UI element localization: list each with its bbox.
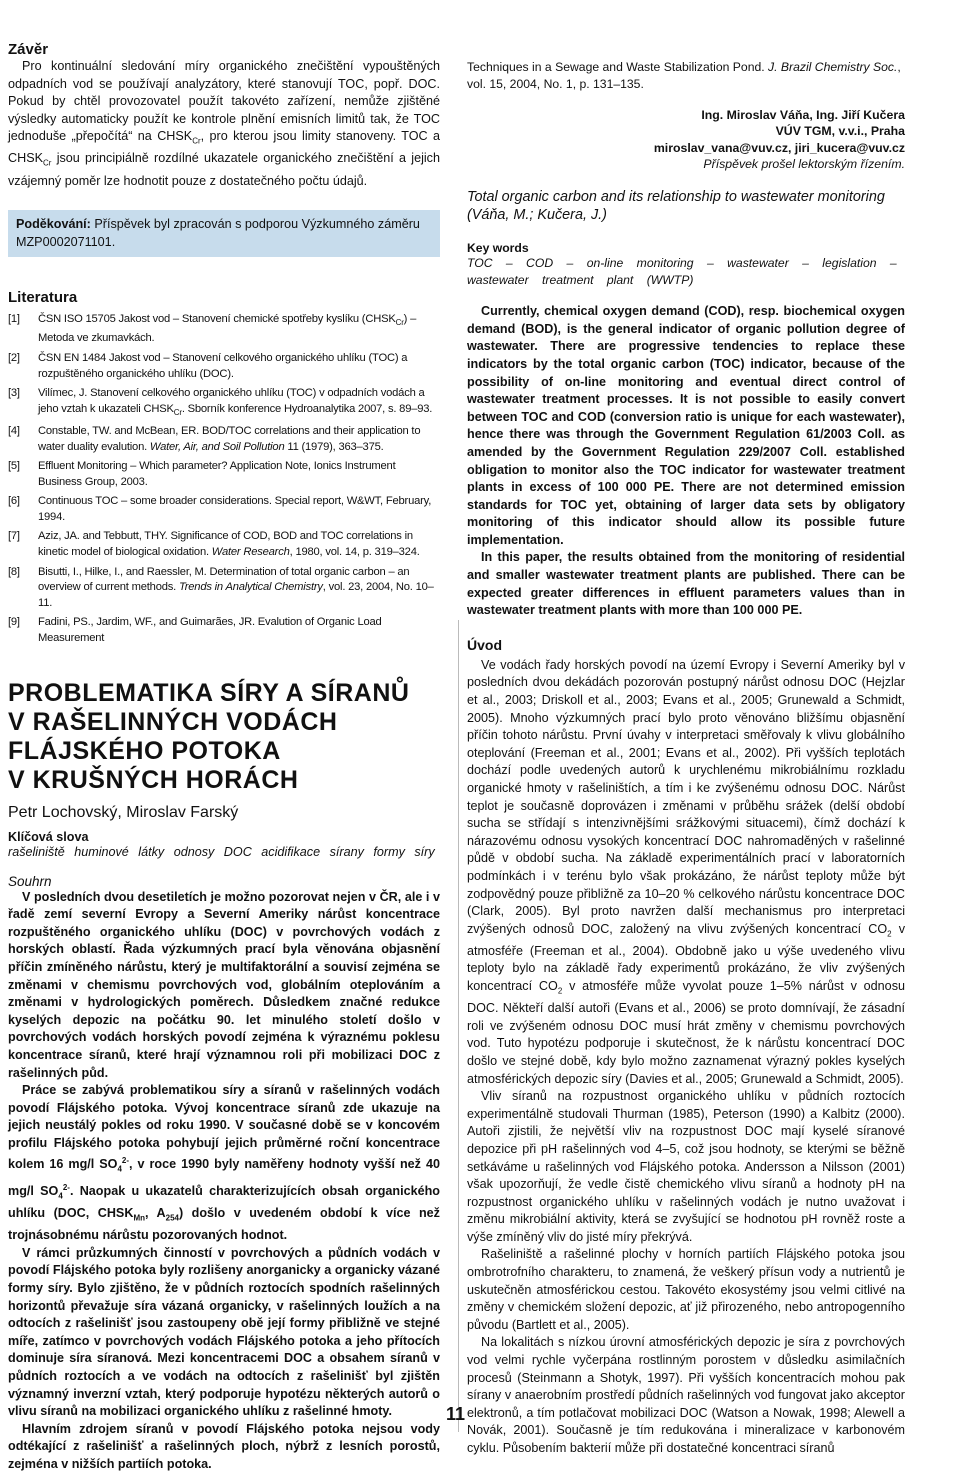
keywords-heading: Klíčová slova [8, 829, 89, 844]
uvod-heading: Úvod [467, 636, 502, 653]
article-title-line: PROBLEMATIKA SÍRY A SÍRANŮ [8, 678, 410, 707]
reference-list [8, 312, 440, 647]
souhrn-paragraph-2: Práce se zabývá problematikou síry a síranů v rašelinných vodách povodí Flájského potoka. Vývoj koncentrace síranů zde ukazuje na jejich neustálý pokles od roku 1990. V současné době se v koncovém profilu Flájského potoka pohybují jejich průměrné roční koncentrace kolem 16 mg/l $SO_4^{2-}$, v roce 1990 byly naměřeny hodnoty vyšší než 40 mg/l $SO_4^{2-}$. Naopak u ukazatelů charakterizujících obsah organického uhlíku (DOC, $CHSK_{Mn}$, $A_{254}$) došlo v uvedeném období k více než trojnásobnému nárůstu pozorovaných hodnot. [8, 1083, 440, 1243]
author-address [467, 107, 905, 173]
souhrn-paragraph-4: Hlavním zdrojem síranů v povodí Flájského potoka nejsou vody odtékající z rašelinišť a rašelinných ploch, nýbrž z lesních porostů, zejména v nižších partiích potoka. [8, 1421, 440, 1471]
column-divider [458, 620, 459, 1432]
reference-item: [4] Constable, TW. and McBean, ER. BOD/TOC correlations and their application to water duality evalution. Water, Air, and Soil Pollution 11 (1979), 363–375. [8, 425, 421, 453]
uvod-paragraph-3: Rašeliniště a rašelinné plochy v horních partiích Flájského potoka jsou ombrotrofního charakteru, to znamená, že veškerý přísun vody a nutrientů je uskutečněn atmosférickou cestou. Takovéto ekosystémy jsou velmi citlivé na změny v chemickém složení depozic, ať již přirozeného, nebo antropogenního původu (Bartlett et al., 2005). [467, 1247, 905, 1332]
zaver-paragraph: Pro kontinuální sledování míry organického znečištění vypouštěných odpadních vod se používají analyzátory, které stanovují TOC, popř. DOC. Pokud by chtěl provozovatel použít takovéto zařízení, nemůže zjištěné výsledky automaticky použít ke kontrole plnění emisních limitů tak, že TOC jednoduše „přepočítá“ na $CHSK_{Cr}$, pro kterou jsou limity stanoveny. TOC a $CHSK_{Cr}$ jsou principiálně rozdílné ukazatele organického znečištění a jejich vzájemný poměr lze hodnotit pouze z dostatečného počtu údajů. [8, 59, 440, 188]
left-column [8, 0, 440, 1474]
literatura-heading: Literatura [8, 289, 78, 307]
article-header [8, 679, 440, 1474]
reference-item: [1] ČSN ISO 15705 Jakost vod – Stanovení chemické spotřeby kyslíku $(CHSK_{Cr})$ – Metoda ve zkumavkách. [8, 313, 417, 345]
article-title-line: V RAŠELINNÝCH VODÁCH [8, 707, 338, 736]
zaver-section [8, 41, 440, 190]
author-emails: miroslav_vana@vuv.cz, jiri_kucera@vuv.cz [653, 140, 905, 155]
english-keywords-heading: Key words [467, 240, 529, 255]
acknowledgement-box: Poděkování: Příspěvek byl zpracován s podporou Výzkumného záměru MZP0002071101. [8, 210, 440, 257]
souhrn-paragraph-3: V rámci průzkumných činností v povrchových a půdních vodách v povodí Flájského potoka byly rozlišeny anorganicky a organicky vázané formy síry. Bylo zjištěno, že v půdních roztocích spodních rašelinných horizontů převažuje síra vázaná organicky, v rašelinných loužích a na odtocích z rašelinišť jsou zastoupeny obě její formy přibližně ve stejné míře, zatímco v povrchových vodách Flájského potoka a jeho přítocích dominuje síra síranová. Mezi koncentracemi DOC a obsahem síranů v půdních roztocích a ve vodách na odtocích z rašelinišť byl zjištěn významný inverzní vztah, který podporuje hypotézu některých autorů o vlivu síranů na mobilizaci organického uhlíku z rašelinné hmoty. [8, 1245, 440, 1419]
page-number: 11 [446, 1404, 466, 1424]
reference-item: [9] Fadini, PS., Jardim, WF., and Guimarães, JR. Evalution of Organic Load Measurement [8, 616, 382, 645]
souhrn-heading: Souhrn [8, 873, 52, 889]
english-title: Total organic carbon and its relationship to wastewater monitoring (Váňa, M.; Kučera, J.) [467, 188, 885, 223]
reference-item: [5] Effluent Monitoring – Which parameter? Application Note, Ionics Instrument Business Group, 2003. [8, 460, 396, 489]
author-names: Ing. Miroslav Váňa, Ing. Jiří Kučera [701, 107, 905, 122]
souhrn-paragraph-1: V posledních dvou desetiletích je možno pozorovat nejen v ČR, ale i v řadě zemí severní Evropy a Severní Ameriky nárůst koncentrace rozpuštěného organického uhlíku (DOC) v povrchových vodách z horských oblastí. Řada výzkumných prací byla věnována objasnění příčin zmíněného nárůstu, který je multifaktorální a souvisí zejména se změnami v chemismu povrchových vod, globálním oteplováním a změnami v hydrologických poměrech. Důsledkem značné redukce kyselých depozic na počátku 90. let minulého století došlo v povrchových vodách horských povodí zejména k výraznému poklesu koncentrace síranů, které hrají významnou roli při mobilizaci DOC z rašelinných půd. [8, 889, 440, 1080]
reference-item: [6] Continuous TOC – some broader considerations. Special report, W&WT, February, 1994. [8, 495, 432, 524]
reference-item: [3] Vilímec, J. Stanovení celkového organického uhlíku (TOC) v odpadních vodách a jeho vztah k ukazateli $CHSK_{Cr}$. Sborník konference Hydroanalytika 2007, s. 89–93. [8, 386, 433, 417]
english-abstract-1: Currently, chemical oxygen demand (COD), resp. biochemical oxygen demand (BOD), is the general indicator of organic pollution degree of wastewater. There are progressive tendencies to replace these indicators by the total organic carbon (TOC) indicator, because of the possibility of on-line monitoring and eventual direct control of wastewater treatment processes. It is not possible to easily convert between TOC and COD (conversion ratio is unique for each wastewater), hence there was through the Government Regulation 61/2003 Coll. as amended by the Government Regulation 229/2007 Coll. established obligation to monitor also the TOC indicator for wastewater treatment plants in excess of 100 000 PE. There are not determined emission standards for TOC yet, obtaining of larger data sets by obligatory monitoring of this indicator should allow its possible future implementation. [467, 304, 905, 547]
english-keywords: TOC – COD – on-line monitoring – wastewater – legislation – wastewater treatment plant (WWTP) [467, 255, 897, 287]
article-title-line: FLÁJSKÉHO POTOKA [8, 736, 281, 765]
reference-9-continuation: Techniques in a Sewage and Waste Stabilization Pond. J. Brazil Chemistry Soc., vol. 15, 2004, No. 1, p. 131–135. [467, 60, 901, 91]
english-abstract-2: In this paper, the results obtained from the monitoring of residential and smaller wastewater treatment plants are published. There can be expected greater differences in effluent parameters values than in wastewater treatment plants with more than 100 000 PE. [467, 550, 905, 618]
right-column [467, 0, 905, 1458]
article-title-line: V KRUŠNÝCH HORÁCH [8, 765, 299, 794]
reference-item: [7] Aziz, JA. and Tebbutt, THY. Significance of COD, BOD and TOC correlations in kinetic model of biological oxidation. Water Research, 1980, vol. 14, p. 319–324. [8, 530, 420, 559]
reference-item: [8] Bisutti, I., Hilke, I., and Raessler, M. Determination of total organic carbon – an overview of current methods. Trends in Analytical Chemistry, vol. 23, 2004, No. 10–11. [8, 565, 434, 610]
uvod-paragraph-2: Vliv síranů na rozpustnost organického uhlíku v půdních roztocích experimentálně studovali Thurman (1985), Peterson (1990) a Kalbitz (2000). Autoři zjistili, že největší vliv na rozpustnost DOC mají kyselé síranové depozice při pH rašelinných vod 4–5, což jsou hodnoty, se kterými se běžně setkáváme u rašelinných vod Flájského potoka. Andersson a Nilsson (2001) však upozorňují, že vedle čistě chemického vlivu síranů a hodnoty pH na rozpustnost organického uhlíku v rašelinných vodách je nutno uvažovat i změnu mikrobiální aktivity, která se zvyšující se hodnotou pH rovněž roste a výše zmíněný vliv do jisté míry překrývá. [467, 1089, 905, 1244]
keywords: rašeliniště huminové látky odnosy DOC acidifikace sírany formy síry [8, 844, 435, 859]
review-note: Příspěvek prošel lektorským řízením. [703, 157, 905, 172]
uvod-paragraph-1: Ve vodách řady horských povodí na území Evropy i Severní Ameriky byl v posledních dvou dekádách pozorován postupný nárůst odnosu DOC (Hejzlar et al., 2003; Driskoll et al., 2003; Evans et al., 2005; Grunewald a Schmidt, 2005). Mnoho výzkumných prací bylo proto věnováno bližšímu objasnění příčin tohoto nárůstu. První úvahy v interpretaci směřovaly k vlivu globálního oteplování (Freeman et al., 2001; Evans et al., 2002). Při vyšších teplotách dochází podle uvedených autorů k urychlenému mikrobiálnímu rozkladu organické hmoty v rašeliništích, a tím i ke zvýšenému odnosu DOC. Nárůst teplot je současně doprovázen i změnami v průběhu srážek (delší období sucha se střídají s intenzivnějšími srážkovými situacemi), čímž dochází k nárazovému odnosu vysokých koncentrací DOC nahromaděných v rašelinné půdě v období sucha. Na základě experimentálních prací v laboratorních podmínkách i v terénu bylo však prokázáno, že nárůst teploty může být zodpovědný pouze přibližně za 10–20 % celkového nárůstu koncentrace DOC (Clark, 2005). Byl proto navržen další mechanismus pro interpretaci zvýšených odnosů DOC, založený na vlivu zvýšených koncentrací $CO_2$ v atmosféře (Freeman et al., 2004). Obdobně jako u výše uvedeného vlivu teploty bylo na základě řady experimentů prokázáno, že vliv zvýšených koncentrací $CO_2$ v atmosféře může vyvolat pouze 1–5% nárůst v odnosu DOC. Někteří další autoři (Evans et al., 2006) se proto domnívají, že zásadní roli ve zvýšeném odnosu DOC musí hrát změny v chemismu povrchových vod. Tuto hypotézu podporuje i skutečnost, že k nárůstu koncentrací DOC došlo ve stejné době, kdy bylo možno zaznamenat výrazný pokles kyselých atmosférických depozic síry (Davies et al., 2005; Grunewald a Schmidt, 2005). [467, 657, 905, 1086]
article-authors: Petr Lochovský, Miroslav Farský [8, 803, 239, 821]
author-organization: VÚV TGM, v.v.i., Praha [775, 124, 905, 139]
uvod-paragraph-4: Na lokalitách s nízkou úrovní atmosférických depozic je síra z povrchových vod velmi rychle vyčerpána rostlinným porostem v důsledku asimilačních procesů (Steinmann a Shotyk, 1997). Při vyšších koncentracích mohou pak sírany v anaerobním prostředí půdních rašelinných vod fungovat jako akceptor elektronů, a tím potlačovat mobilizaci DOC (Watson a Nowak, 1998; Alewell a Novák, 2001). Současně je tím redukována i mineralizace v karbonovém cyklu. Působením bakterií může při dostatečné koncentraci síranů [467, 1335, 905, 1455]
article-title [8, 679, 440, 795]
reference-item: [2] ČSN EN 1484 Jakost vod – Stanovení celkového organického uhlíku (TOC) a rozpuštěného organického uhlíku (DOC). [8, 351, 408, 380]
literatura-section [8, 289, 440, 647]
zaver-heading: Závěr [8, 41, 49, 58]
